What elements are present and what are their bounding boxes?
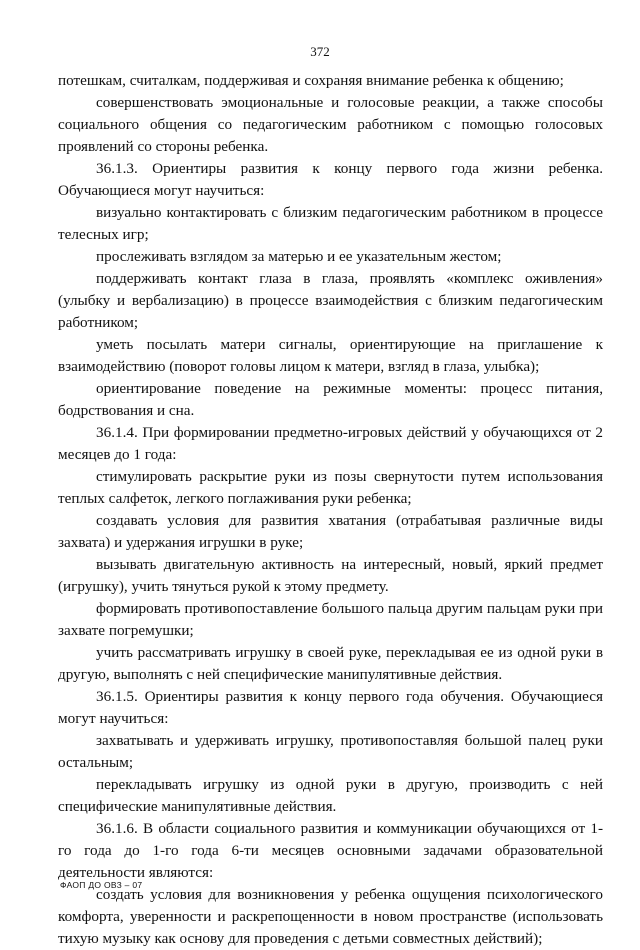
page-number: 372 [310, 44, 330, 59]
paragraph: 36.1.6. В области социального развития и коммуникации обучающихся от 1-го года до 1-го года 6-ти месяцев основными задачами образовательной деятельности являются: [58, 820, 603, 881]
paragraph: захватывать и удерживать игрушку, противопоставляя большой палец руки остальным; [58, 732, 603, 771]
paragraph: создавать условия для развития хватания (отрабатывая различные виды захвата) и удержания игрушки в руке; [58, 512, 603, 551]
paragraph: потешкам, считалкам, поддерживая и сохраняя внимание ребенка к общению; [58, 72, 564, 89]
paragraph: визуально контактировать с близким педагогическим работником в процессе телесных игр; [58, 204, 603, 243]
paragraph: формировать противопоставление большого пальца другим пальцам руки при захвате погремушки; [58, 600, 603, 639]
page-footer: ФАОП ДО ОВЗ – 07 [60, 880, 143, 890]
paragraph: прослеживать взглядом за матерью и ее указательным жестом; [96, 248, 502, 265]
paragraph: ориентирование поведение на режимные моменты: процесс питания, бодрствования и сна. [58, 380, 603, 419]
paragraph: вызывать двигательную активность на интересный, новый, яркий предмет (игрушку), учить тянуться рукой к этому предмету. [58, 556, 603, 595]
paragraph: уметь посылать матери сигналы, ориентирующие на приглашение к взаимодействию (поворот головы лицом к матери, взгляд в глаза, улыбка); [58, 336, 603, 375]
paragraph: 36.1.3. Ориентиры развития к концу первого года жизни ребенка. Обучающиеся могут научиться: [58, 160, 603, 199]
paragraph: перекладывать игрушку из одной руки в другую, производить с ней специфические манипулятивные действия. [58, 776, 603, 815]
paragraph: 36.1.5. Ориентиры развития к концу первого года обучения. Обучающиеся могут научиться: [58, 688, 603, 727]
page-body [58, 70, 603, 950]
paragraph: поддерживать контакт глаза в глаза, проявлять «комплекс оживления» (улыбку и вербализацию) в процессе взаимодействия с близким педагогическим работником; [58, 270, 603, 331]
paragraph: учить рассматривать игрушку в своей руке, перекладывая ее из одной руки в другую, выполнять с ней специфические манипулятивные действия. [58, 644, 603, 683]
paragraph: создать условия для возникновения у ребенка ощущения психологического комфорта, уверенности и раскрепощенности в новом пространстве (использовать тихую музыку как основу для проведения с детьми совместных действий); [58, 886, 603, 947]
paragraph: совершенствовать эмоциональные и голосовые реакции, а также способы социального общения со педагогическим работником с помощью голосовых проявлений со стороны ребенка. [58, 94, 603, 155]
paragraph: стимулировать раскрытие руки из позы свернутости путем использования теплых салфеток, легкого поглаживания руки ребенка; [58, 468, 603, 507]
paragraph: 36.1.4. При формировании предметно-игровых действий у обучающихся от 2 месяцев до 1 года: [58, 424, 603, 463]
